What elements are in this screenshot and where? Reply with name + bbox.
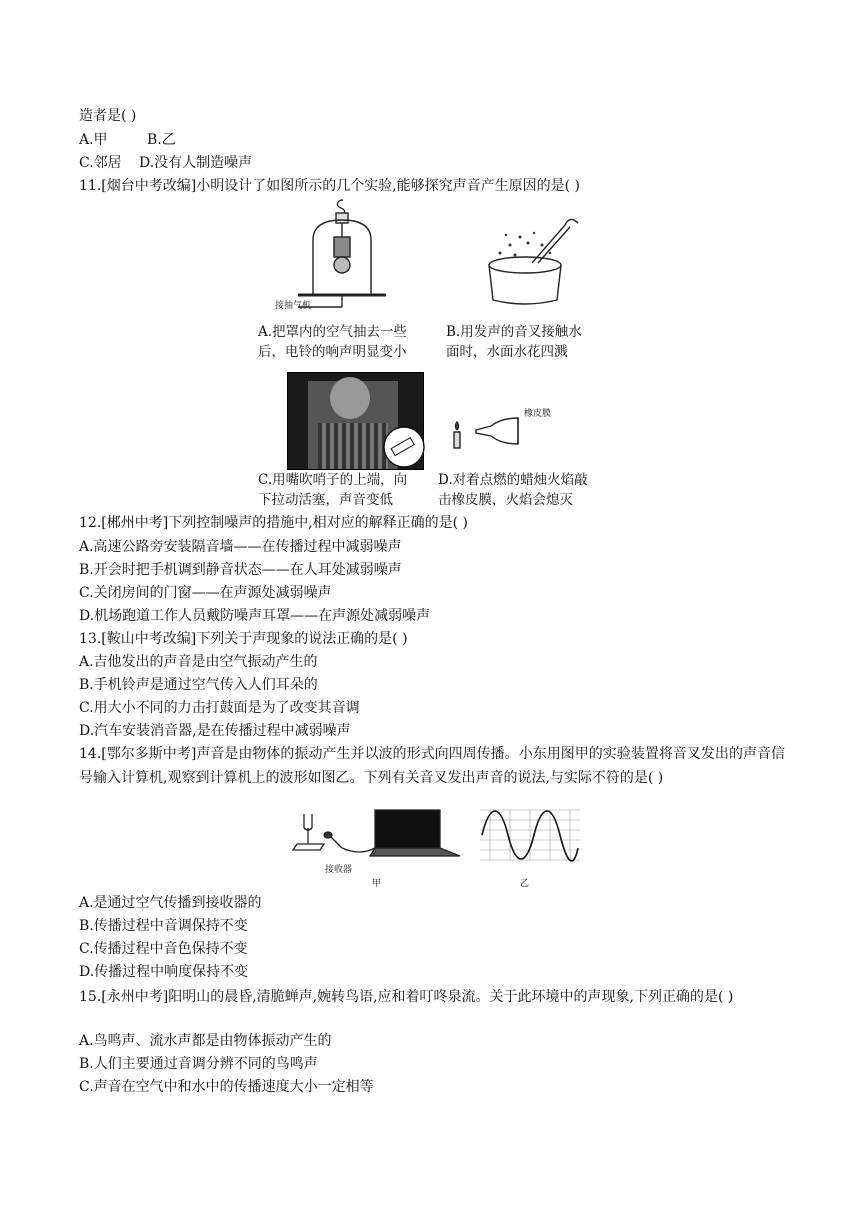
q10-option-c: C.邻居	[79, 155, 122, 171]
q10-option-b: B.乙	[147, 132, 176, 148]
q15-option-c: C.声音在空气中和水中的传播速度大小一定相等	[79, 1079, 374, 1095]
q10-option-d: D.没有人制造噪声	[139, 155, 253, 171]
q14-option-b: B.传播过程中音调保持不变	[79, 918, 248, 934]
q12-option-d: D.机场跑道工作人员戴防噪声耳罩——在声源处减弱噪声	[79, 608, 431, 624]
fig-d-caption-line2: 击橡皮膜，火焰会熄灭	[438, 492, 573, 508]
fig-b-caption-line2: 面时，水面水花四溅	[446, 344, 568, 360]
fig-d-caption-line1: D.对着点燃的蜡烛火焰敲	[438, 472, 588, 488]
q10-stem-tail: 造者是( )	[79, 108, 137, 124]
q12-option-b: B.开会时把手机调到静音状态——在人耳处减弱噪声	[79, 562, 402, 578]
q13-option-a: A.吉他发出的声音是由空气振动产生的	[79, 654, 318, 670]
q11-stem: 11.[烟台中考改编]小明设计了如图所示的几个实验,能够探究声音产生原因的是( )	[79, 178, 581, 194]
receiver-label: 接收器	[325, 865, 353, 875]
q14-option-c: C.传播过程中音色保持不变	[79, 941, 248, 957]
fig-b-caption-line1: B.用发声的音叉接触水	[446, 324, 582, 340]
q12-option-c: C.关闭房间的门窗——在声源处减弱噪声	[79, 585, 332, 601]
figure-yi-label: 乙	[520, 879, 530, 889]
fig-a-caption-line1: A.把罩内的空气抽去一些	[258, 324, 408, 340]
fig-a-caption-line2: 后，电铃的响声明显变小	[258, 344, 407, 360]
tuning-fork-water-figure	[470, 215, 590, 310]
q15-stem: 15.[永州中考]阳明山的晨昏,清脆蝉声,婉转鸟语,应和着叮咚泉流。关于此环境中的声现象,下列正确的是( )	[79, 989, 734, 1005]
q15-option-a: A.鸟鸣声、流水声都是由物体振动产生的	[79, 1033, 332, 1049]
photo-face	[330, 377, 370, 419]
q13-option-b: B.手机铃声是通过空气传入人们耳朵的	[79, 677, 318, 693]
q14-option-a: A.是通过空气传播到接收器的	[79, 895, 262, 911]
q12-option-a: A.高速公路旁安装隔音墙——在传播过程中减弱噪声	[79, 539, 402, 555]
figure-jia-label: 甲	[372, 879, 382, 889]
rubber-membrane-label: 橡皮膜	[524, 409, 552, 419]
photo-sweater	[318, 423, 388, 469]
q15-option-b: B.人们主要通过音调分辨不同的鸟鸣声	[79, 1056, 318, 1072]
fig-c-caption-line1: C.用嘴吹哨子的上端，向	[258, 472, 408, 488]
q13-stem: 13.[鞍山中考改编]下列关于声现象的说法正确的是( )	[79, 631, 408, 647]
q14-stem: 14.[鄂尔多斯中考]声音是由物体的振动产生并以波的形式向四周传播。小东用图甲的实验装置将音叉发出的声音信号输入计算机,观察到计算机上的波形如图乙。下列有关音叉发出声音的说法,与实际不符的是( )	[79, 746, 785, 786]
fig-c-caption-line2: 下拉动活塞，声音变低	[258, 492, 393, 508]
q12-stem: 12.[郴州中考]下列控制噪声的措施中,相对应的解释正确的是( )	[79, 515, 469, 531]
q13-option-c: C.用大小不同的力击打鼓面是为了改变其音调	[79, 700, 360, 716]
q14-option-d: D.传播过程中响度保持不变	[79, 964, 249, 980]
q10-option-a: A.甲	[79, 132, 108, 148]
vacuum-pump-label: 接抽气机	[275, 301, 312, 311]
q13-option-d: D.汽车安装消音器,是在传播过程中减弱噪声	[79, 723, 351, 739]
whistle-inset-figure	[382, 425, 426, 469]
